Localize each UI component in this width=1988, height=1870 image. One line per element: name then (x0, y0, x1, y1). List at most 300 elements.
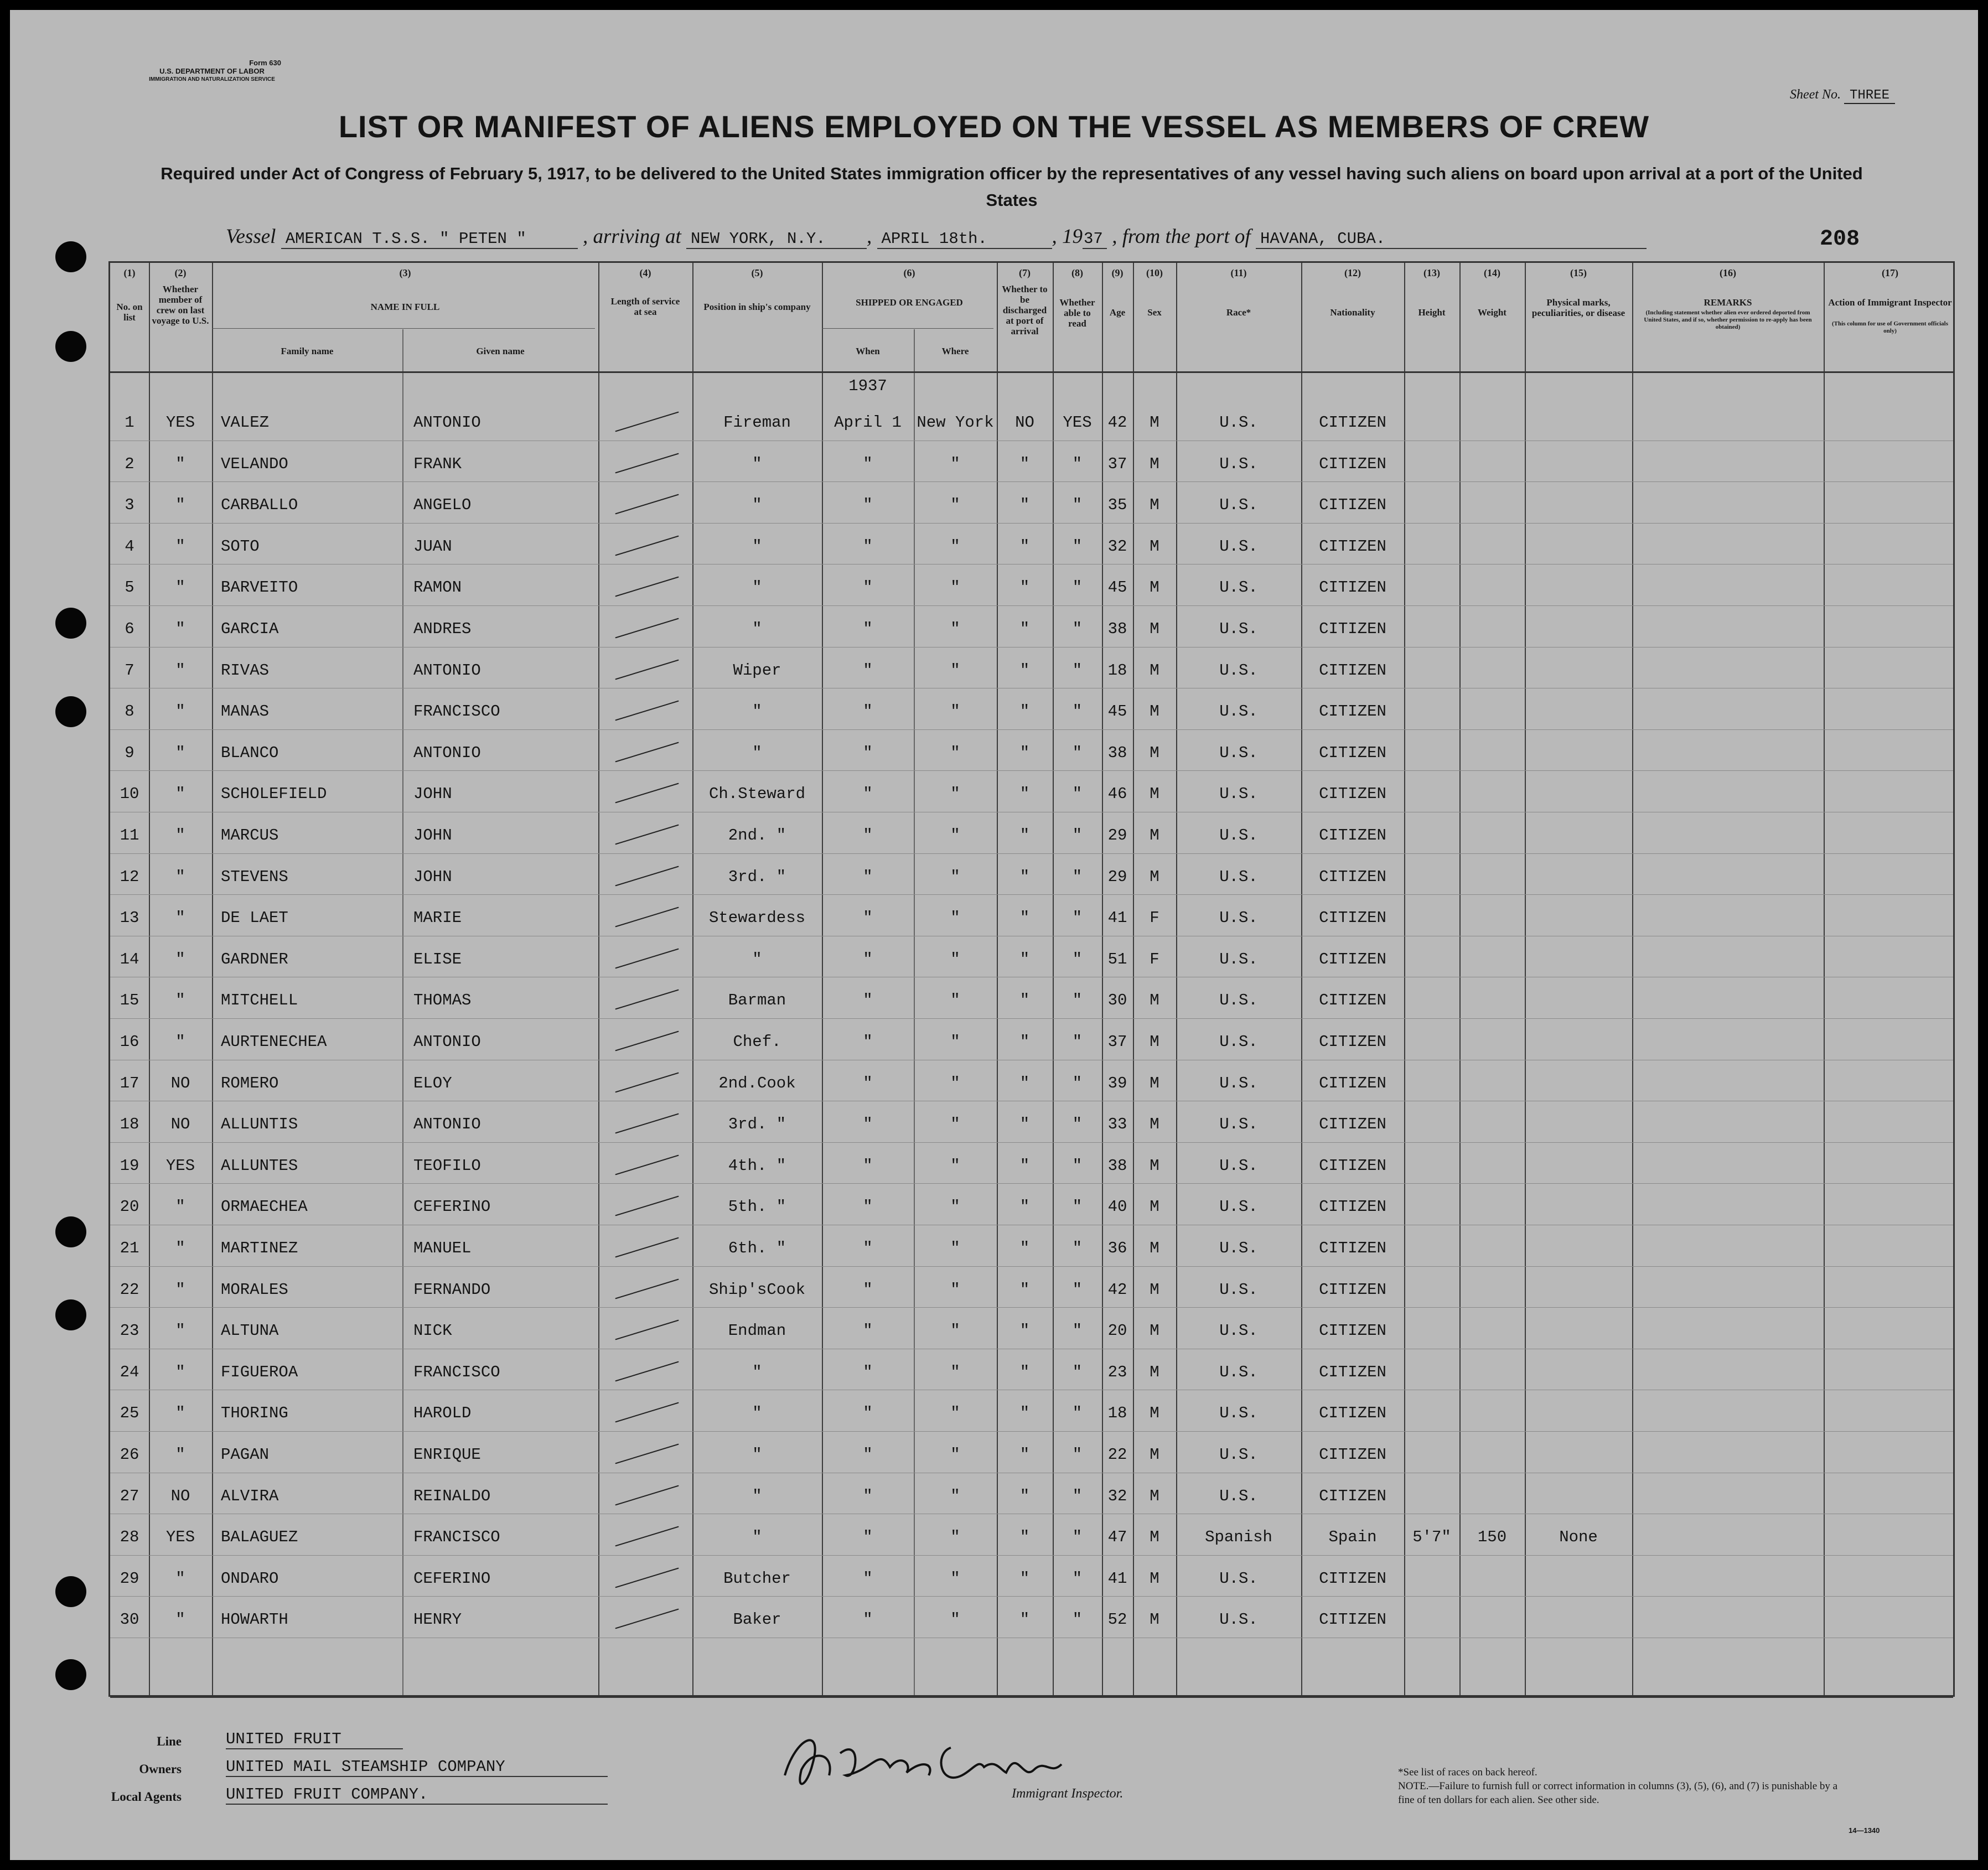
cell-given: ANDRES (413, 620, 472, 638)
cell-given: ANTONIO (413, 661, 481, 680)
table-row (110, 1309, 1953, 1350)
cell-no: 30 (120, 1610, 139, 1629)
cell-where: " (950, 950, 960, 968)
year-suffix: 37 (1083, 230, 1107, 249)
table-row (110, 525, 1953, 566)
department-name: U.S. DEPARTMENT OF LABOR (159, 67, 265, 75)
cell-race: U.S. (1219, 826, 1258, 845)
cell-family: ONDARO (221, 1569, 279, 1588)
cell-when: " (863, 1528, 873, 1547)
cell-family: PAGAN (221, 1446, 270, 1464)
cell-read: " (1072, 1363, 1083, 1381)
header-height: Height (1418, 307, 1446, 318)
cell-no: 25 (120, 1404, 139, 1423)
cell-given: ANTONIO (413, 743, 481, 762)
cell-given: JOHN (413, 785, 452, 804)
penalty-note: NOTE.—Failure to furnish full or correct information in columns (3), (5), (6), and (7) is punishable by a fine of ten dollars for each alien. See other side. (1398, 1780, 1838, 1806)
check-mark (615, 1196, 679, 1216)
cell-nat: CITIZEN (1319, 1404, 1386, 1423)
cell-nat: CITIZEN (1319, 1074, 1386, 1092)
year-prefix: 19 (1062, 225, 1083, 248)
cell-disch: " (1019, 1528, 1030, 1547)
cell-no: 22 (120, 1280, 139, 1299)
header-no-on-list: No. on list (116, 302, 143, 323)
cell-disch: NO (1015, 413, 1034, 432)
cell-sex: F (1150, 950, 1159, 968)
cell-member: " (175, 1610, 185, 1629)
cell-read: YES (1063, 413, 1092, 432)
cell-given: ANGELO (413, 496, 472, 515)
cell-sex: M (1150, 496, 1159, 515)
row-divider (110, 853, 1953, 854)
cell-nat: CITIZEN (1319, 950, 1386, 968)
cell-disch: " (1019, 1446, 1030, 1464)
cell-family: AURTENECHEA (221, 1033, 327, 1051)
cell-no: 9 (125, 743, 134, 762)
check-mark (615, 453, 679, 473)
col-num-17: (17) (1882, 267, 1898, 278)
check-mark (615, 701, 679, 721)
cell-where: " (950, 454, 960, 473)
cell-where: " (950, 1363, 960, 1381)
cell-disch: " (1019, 1280, 1030, 1299)
cell-race: U.S. (1219, 1074, 1258, 1092)
cell-sex: M (1150, 537, 1159, 556)
cell-read: " (1072, 826, 1083, 845)
cell-when: " (863, 702, 873, 721)
cell-read: " (1072, 1074, 1083, 1092)
cell-when: " (863, 1239, 873, 1257)
cell-given: ELOY (413, 1074, 452, 1092)
arriving-label: , arriving at (582, 225, 681, 248)
cell-read: " (1072, 1404, 1083, 1423)
header-age: Age (1109, 307, 1126, 318)
cell-family: ROMERO (221, 1074, 279, 1092)
cell-given: REINALDO (413, 1486, 491, 1505)
cell-member: " (175, 496, 185, 515)
table-row (110, 1103, 1953, 1144)
cell-no: 4 (125, 537, 134, 556)
cell-sex: M (1150, 702, 1159, 721)
cell-when: " (863, 1569, 873, 1588)
row-divider (110, 523, 1953, 524)
cell-nat: CITIZEN (1319, 1569, 1386, 1588)
cell-position: " (752, 620, 762, 638)
cell-sex: M (1150, 1033, 1159, 1051)
cell-family: GARDNER (221, 950, 288, 968)
cell-position: " (752, 950, 762, 968)
table-row (110, 1516, 1953, 1557)
cell-nat: CITIZEN (1319, 1322, 1386, 1340)
cell-age: 29 (1107, 826, 1127, 845)
cell-phys: None (1559, 1528, 1598, 1547)
header-physical-marks: Physical marks, peculiarities, or disease (1531, 297, 1625, 318)
cell-sex: M (1150, 1486, 1159, 1505)
cell-disch: " (1019, 537, 1030, 556)
punch-hole (55, 1216, 86, 1247)
cell-sex: M (1150, 1363, 1159, 1381)
cell-race: U.S. (1219, 1198, 1258, 1216)
cell-race: U.S. (1219, 1239, 1258, 1257)
cell-age: 33 (1107, 1115, 1127, 1134)
check-mark (615, 1567, 679, 1588)
header-name-in-full: NAME IN FULL (370, 302, 440, 312)
cell-age: 51 (1107, 950, 1127, 968)
col-num-7: (7) (1019, 267, 1031, 278)
cell-nat: CITIZEN (1319, 1033, 1386, 1051)
cell-sex: M (1150, 1569, 1159, 1588)
cell-given: FRANCISCO (413, 1528, 500, 1547)
table-row (110, 979, 1953, 1020)
check-mark (615, 1237, 679, 1258)
cell-where: " (950, 702, 960, 721)
cell-where: " (950, 1115, 960, 1134)
cell-position: " (752, 1446, 762, 1464)
cell-member: NO (170, 1115, 190, 1134)
table-row (110, 608, 1953, 649)
punch-hole (55, 1576, 86, 1607)
cell-when: " (863, 661, 873, 680)
sheet-number-value: THREE (1844, 88, 1895, 104)
cell-position: Barman (728, 991, 786, 1010)
cell-member: " (175, 909, 185, 928)
cell-member: " (175, 620, 185, 638)
cell-no: 15 (120, 991, 139, 1010)
check-mark (615, 907, 679, 928)
cell-given: ANTONIO (413, 1033, 481, 1051)
cell-where: " (950, 1198, 960, 1216)
cell-given: RAMON (413, 578, 462, 597)
row-divider (110, 1142, 1953, 1143)
cell-family: BLANCO (221, 743, 279, 762)
arriving-place: NEW YORK, N.Y. (686, 230, 867, 249)
cell-age: 41 (1107, 1569, 1127, 1588)
cell-where: " (950, 1074, 960, 1092)
check-mark (615, 1031, 679, 1051)
check-mark (615, 866, 679, 886)
cell-where: New York (917, 413, 994, 432)
cell-race: U.S. (1219, 1156, 1258, 1175)
cell-disch: " (1019, 867, 1030, 886)
cell-age: 45 (1107, 702, 1127, 721)
cell-nat: CITIZEN (1319, 496, 1386, 515)
col-num-3: (3) (399, 267, 411, 278)
cell-no: 18 (120, 1115, 139, 1134)
cell-read: " (1072, 867, 1083, 886)
cell-disch: " (1019, 743, 1030, 762)
table-row (110, 566, 1953, 607)
cell-nat: CITIZEN (1319, 454, 1386, 473)
table-row (110, 1351, 1953, 1392)
cell-sex: M (1150, 785, 1159, 804)
cell-read: " (1072, 1446, 1083, 1464)
owners-value: UNITED MAIL STEAMSHIP COMPANY (226, 1758, 608, 1777)
cell-where: " (950, 496, 960, 515)
cell-age: 35 (1107, 496, 1127, 515)
check-mark (615, 1609, 679, 1629)
cell-position: 2nd. " (728, 826, 786, 845)
cell-given: THOMAS (413, 991, 472, 1010)
cell-given: NICK (413, 1322, 452, 1340)
cell-position: Baker (733, 1610, 781, 1629)
crew-table (108, 261, 1955, 1697)
cell-sex: M (1150, 1115, 1159, 1134)
check-mark (615, 659, 679, 680)
cell-family: STEVENS (221, 867, 288, 886)
cell-read: " (1072, 1156, 1083, 1175)
table-row (110, 938, 1953, 979)
cell-read: " (1072, 537, 1083, 556)
cell-nat: CITIZEN (1319, 1486, 1386, 1505)
cell-family: FIGUEROA (221, 1363, 298, 1381)
row-divider (110, 1183, 1953, 1184)
cell-race: U.S. (1219, 661, 1258, 680)
cell-when: " (863, 1610, 873, 1629)
cell-member: " (175, 1280, 185, 1299)
cell-when: " (863, 1280, 873, 1299)
cell-given: ANTONIO (413, 413, 481, 432)
header-remarks-note: (Including statement whether alien ever ordered deported from United States, and if so, whether permission to re-apply has been obtained) (1644, 309, 1812, 330)
cell-disch: " (1019, 496, 1030, 515)
cell-where: " (950, 620, 960, 638)
cell-race: U.S. (1219, 991, 1258, 1010)
punch-hole (55, 331, 86, 362)
cell-no: 8 (125, 702, 134, 721)
document-title: LIST OR MANIFEST OF ALIENS EMPLOYED ON THE VESSEL AS MEMBERS OF CREW (338, 109, 1650, 144)
cell-read: " (1072, 661, 1083, 680)
cell-sex: M (1150, 1322, 1159, 1340)
cell-member: " (175, 578, 185, 597)
cell-race: U.S. (1219, 867, 1258, 886)
table-row (110, 443, 1953, 484)
check-mark (615, 948, 679, 968)
check-mark (615, 577, 679, 597)
cell-position: " (752, 496, 762, 515)
check-mark (615, 618, 679, 639)
cell-position: " (752, 743, 762, 762)
cell-race: U.S. (1219, 950, 1258, 968)
cell-family: ALTUNA (221, 1322, 279, 1340)
cell-no: 27 (120, 1486, 139, 1505)
cell-race: U.S. (1219, 1363, 1258, 1381)
cell-family: SOTO (221, 537, 260, 556)
cell-position: " (752, 1528, 762, 1547)
table-row (110, 1392, 1953, 1433)
cell-no: 17 (120, 1074, 139, 1092)
cell-family: SCHOLEFIELD (221, 785, 327, 804)
cell-race: U.S. (1219, 1446, 1258, 1464)
cell-no: 23 (120, 1322, 139, 1340)
cell-given: FRANK (413, 454, 462, 473)
check-mark (615, 1444, 679, 1464)
header-where: Where (941, 346, 969, 356)
cell-race: U.S. (1219, 1033, 1258, 1051)
cell-sex: M (1150, 1156, 1159, 1175)
cell-nat: CITIZEN (1319, 826, 1386, 845)
table-row (110, 1021, 1953, 1061)
row-divider (110, 770, 1953, 771)
cell-no: 12 (120, 867, 139, 886)
cell-no: 3 (125, 496, 134, 515)
cell-given: FRANCISCO (413, 1363, 500, 1381)
vessel-name: AMERICAN T.S.S. " PETEN " (281, 230, 578, 249)
cell-sex: F (1150, 909, 1159, 928)
cell-no: 29 (120, 1569, 139, 1588)
cell-nat: Spain (1328, 1528, 1377, 1547)
cell-age: 32 (1107, 1486, 1127, 1505)
cell-when: " (863, 1198, 873, 1216)
cell-where: " (950, 1486, 960, 1505)
cell-disch: " (1019, 785, 1030, 804)
cell-family: BALAGUEZ (221, 1528, 298, 1547)
cell-read: " (1072, 785, 1083, 804)
cell-sex: M (1150, 826, 1159, 845)
header-shipped-engaged: SHIPPED OR ENGAGED (856, 297, 963, 308)
cell-read: " (1072, 620, 1083, 638)
cell-member: " (175, 826, 185, 845)
cell-where: " (950, 991, 960, 1010)
cell-where: " (950, 1528, 960, 1547)
cell-sex: M (1150, 867, 1159, 886)
cell-nat: CITIZEN (1319, 702, 1386, 721)
cell-family: THORING (221, 1404, 288, 1423)
cell-member: " (175, 950, 185, 968)
cell-member: NO (170, 1074, 190, 1092)
cell-position: Chef. (733, 1033, 781, 1051)
table-row (110, 773, 1953, 814)
table-row (110, 732, 1953, 773)
header-able-read: Whether able to read (1059, 297, 1095, 329)
cell-given: MANUEL (413, 1239, 472, 1257)
cell-disch: " (1019, 1569, 1030, 1588)
col-num-11: (11) (1230, 267, 1247, 278)
cell-read: " (1072, 991, 1083, 1010)
sheet-number-label: Sheet No. (1790, 87, 1841, 102)
cell-family: MANAS (221, 702, 270, 721)
cell-read: " (1072, 1322, 1083, 1340)
cell-no: 20 (120, 1198, 139, 1216)
cell-position: Fireman (723, 413, 791, 432)
agents-label: Local Agents (111, 1790, 182, 1804)
cell-position: Ship'sCook (708, 1280, 806, 1299)
cell-age: 29 (1107, 867, 1127, 886)
check-mark (615, 1278, 679, 1299)
cell-no: 10 (120, 785, 139, 804)
cell-position: Wiper (733, 661, 781, 680)
header-discharged: Whether to be discharged at port of arrival (1002, 284, 1048, 336)
cell-position: 3rd. " (728, 867, 786, 886)
cell-where: " (950, 867, 960, 886)
cell-race: U.S. (1219, 702, 1258, 721)
cell-where: " (950, 1280, 960, 1299)
cell-nat: CITIZEN (1319, 1115, 1386, 1134)
cell-family: RIVAS (221, 661, 270, 680)
cell-member: " (175, 991, 185, 1010)
cell-where: " (950, 826, 960, 845)
cell-no: 1 (125, 413, 134, 432)
cell-member: YES (165, 1528, 195, 1547)
table-row (110, 484, 1953, 525)
cell-sex: M (1150, 1074, 1159, 1092)
cell-age: 45 (1107, 578, 1127, 597)
cell-nat: CITIZEN (1319, 1446, 1386, 1464)
cell-sex: M (1150, 991, 1159, 1010)
cell-age: 46 (1107, 785, 1127, 804)
manifest-sheet (10, 10, 1978, 1860)
cell-position: " (752, 1486, 762, 1505)
cell-disch: " (1019, 1363, 1030, 1381)
cell-race: U.S. (1219, 620, 1258, 638)
cell-family: ALVIRA (221, 1486, 279, 1505)
cell-where: " (950, 537, 960, 556)
cell-where: " (950, 1610, 960, 1629)
cell-read: " (1072, 1610, 1083, 1629)
cell-read: " (1072, 1239, 1083, 1257)
cell-member: " (175, 867, 185, 886)
cell-when: " (863, 950, 873, 968)
cell-family: MARTINEZ (221, 1239, 298, 1257)
cell-sex: M (1150, 661, 1159, 680)
cell-disch: " (1019, 1610, 1030, 1629)
from-port: HAVANA, CUBA. (1256, 230, 1647, 249)
check-mark (615, 1485, 679, 1505)
cell-race: U.S. (1219, 454, 1258, 473)
table-row (110, 897, 1953, 937)
cell-position: Endman (728, 1322, 786, 1340)
cell-sex: M (1150, 1404, 1159, 1423)
col-num-12: (12) (1344, 267, 1361, 278)
form-code: 14—1340 (1849, 1826, 1880, 1835)
cell-no: 14 (120, 950, 139, 968)
cell-disch: " (1019, 1239, 1030, 1257)
cell-position: 6th. " (728, 1239, 786, 1257)
cell-nat: CITIZEN (1319, 867, 1386, 886)
table-row (110, 1062, 1953, 1103)
cell-when: April 1 (834, 413, 902, 432)
header-length-service: Length of service at sea (610, 296, 680, 317)
table-row (110, 1557, 1953, 1598)
cell-no: 11 (120, 826, 139, 845)
cell-sex: M (1150, 1446, 1159, 1464)
cell-member: " (175, 661, 185, 680)
cell-when: " (863, 1156, 873, 1175)
cell-disch: " (1019, 702, 1030, 721)
document-subtitle: Required under Act of Congress of February 5, 1917, to be delivered to the United States immigration officer by the representatives of any vessel having such aliens on board upon arrival at a port of the United States (161, 164, 1863, 210)
cell-sex: M (1150, 578, 1159, 597)
cell-disch: " (1019, 826, 1030, 845)
table-row (110, 649, 1953, 690)
cell-race: U.S. (1219, 743, 1258, 762)
cell-family: GARCIA (221, 620, 279, 638)
cell-race: U.S. (1219, 496, 1258, 515)
cell-position: " (752, 1404, 762, 1423)
cell-position: Stewardess (708, 909, 806, 928)
cell-member: " (175, 454, 185, 473)
cell-position: " (752, 537, 762, 556)
row-divider (110, 605, 1953, 606)
cell-nat: CITIZEN (1319, 991, 1386, 1010)
cell-given: JOHN (413, 867, 452, 886)
cell-given: ELISE (413, 950, 462, 968)
cell-given: FERNANDO (413, 1280, 491, 1299)
cell-member: " (175, 1239, 185, 1257)
cell-no: 5 (125, 578, 134, 597)
cell-age: 30 (1107, 991, 1127, 1010)
cell-race: U.S. (1219, 1569, 1258, 1588)
page-number: 208 (1820, 227, 1860, 252)
col-num-15: (15) (1570, 267, 1587, 278)
punch-hole (55, 1299, 86, 1330)
